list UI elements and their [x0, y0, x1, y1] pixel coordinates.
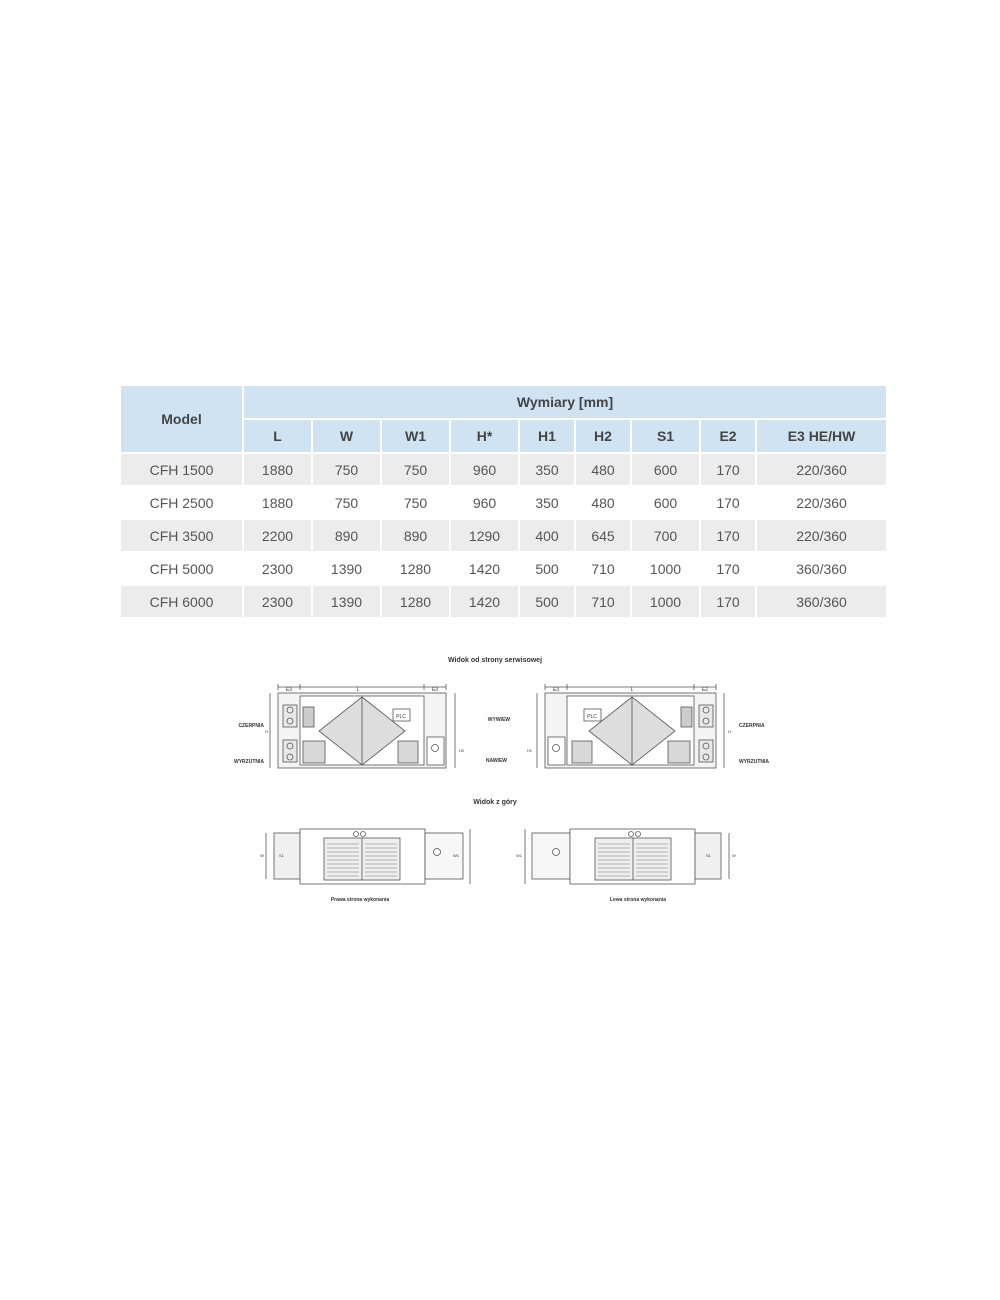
- wyrzutnia-label: WYRZUTNIA: [739, 759, 769, 765]
- dim-label-E3: E3: [285, 687, 293, 693]
- dim-label-H: H: [265, 729, 268, 734]
- dim-label-W: W: [260, 853, 264, 858]
- value-cell: 170: [716, 494, 740, 511]
- value-cell: 1390: [313, 586, 380, 617]
- value-cell: 220/360: [796, 494, 847, 511]
- dim-label-S1: S1: [706, 853, 711, 858]
- value-cell: 750: [313, 454, 380, 485]
- service-view-right-unit: [270, 684, 455, 768]
- value-cell: 350: [535, 494, 559, 511]
- dim-label-L: L: [630, 687, 634, 693]
- dim-label-W1: W1: [453, 853, 459, 858]
- table-row: [121, 520, 886, 551]
- value-cell: 700: [632, 520, 699, 551]
- value-cell: 170: [716, 560, 740, 577]
- model-cell: CFH 5000: [149, 560, 214, 577]
- model-header: Model: [121, 386, 242, 452]
- dim-label-L: L: [356, 687, 360, 693]
- value-cell: 500: [535, 560, 559, 577]
- value-cell: 1280: [382, 586, 449, 617]
- value-cell: 960: [472, 494, 497, 511]
- dim-label-H: H: [728, 729, 731, 734]
- plc-label: PLC: [396, 714, 406, 720]
- value-cell: 1420: [468, 560, 501, 577]
- table-row: [121, 553, 886, 584]
- value-cell: 170: [701, 454, 755, 485]
- table-row: [121, 586, 886, 617]
- column-header: H1: [520, 420, 574, 452]
- top-view-title: Widok z góry: [473, 799, 517, 806]
- czerpnia-label: CZERPNIA: [739, 723, 765, 729]
- column-header: W1: [382, 420, 449, 452]
- dim-label-H1: H1: [526, 748, 532, 753]
- dim-label-E2: E2: [701, 687, 709, 693]
- value-cell: 480: [591, 494, 615, 511]
- value-cell: 750: [334, 494, 359, 511]
- dim-label-W: W: [732, 853, 736, 858]
- value-cell: 645: [576, 520, 630, 551]
- value-cell: 600: [632, 454, 699, 485]
- dim-label-S1: S1: [279, 853, 284, 858]
- column-header: W: [313, 420, 380, 452]
- value-cell: 1290: [451, 520, 518, 551]
- table-row: [121, 454, 886, 485]
- value-cell: 1000: [649, 560, 682, 577]
- dim-label-H2: H2: [459, 748, 465, 753]
- value-cell: 960: [451, 454, 518, 485]
- value-cell: 400: [520, 520, 574, 551]
- wywiew-label: WYWIEW: [487, 717, 510, 723]
- value-cell: 1880: [261, 494, 294, 511]
- model-cell: CFH 2500: [149, 494, 214, 511]
- value-cell: 750: [403, 494, 428, 511]
- value-cell: 170: [701, 586, 755, 617]
- dim-label-W1: W1: [516, 853, 522, 858]
- value-cell: 2200: [244, 520, 311, 551]
- column-header: L: [244, 420, 311, 452]
- technical-drawing: [0, 640, 1000, 920]
- value-cell: 170: [701, 520, 755, 551]
- value-cell: 1280: [399, 560, 432, 577]
- value-cell: 710: [591, 560, 615, 577]
- nawiew-label: NAWIEW: [485, 758, 507, 764]
- value-cell: 1420: [451, 586, 518, 617]
- table-row: [121, 487, 886, 518]
- value-cell: 1880: [244, 454, 311, 485]
- value-cell: 710: [576, 586, 630, 617]
- value-cell: 2300: [261, 560, 294, 577]
- left-side-caption: Lewa strona wykonania: [609, 897, 667, 903]
- plc-label: PLC: [587, 714, 597, 720]
- dimensions-group-header: Wymiary [mm]: [244, 386, 886, 418]
- value-cell: 220/360: [757, 454, 886, 485]
- czerpnia-label: CZERPNIA: [238, 723, 264, 729]
- value-cell: 350: [520, 454, 574, 485]
- top-view-left-unit: [525, 829, 729, 884]
- wyrzutnia-label: WYRZUTNIA: [234, 759, 264, 765]
- value-cell: 890: [313, 520, 380, 551]
- dim-label-E3: E3: [431, 687, 439, 693]
- column-header: H*: [451, 420, 518, 452]
- value-cell: 600: [653, 494, 678, 511]
- value-cell: 2300: [244, 586, 311, 617]
- model-cell: CFH 1500: [121, 454, 242, 485]
- column-header: E3 HE/HW: [757, 420, 886, 452]
- service-view-left-unit: [537, 684, 724, 768]
- model-cell: CFH 6000: [121, 586, 242, 617]
- dimensions-table: [119, 384, 888, 619]
- value-cell: 360/360: [796, 560, 847, 577]
- value-cell: 500: [520, 586, 574, 617]
- column-header: H2: [576, 420, 630, 452]
- value-cell: 1000: [632, 586, 699, 617]
- dim-label-E3: E3: [552, 687, 560, 693]
- value-cell: 220/360: [757, 520, 886, 551]
- right-side-caption: Prawa strona wykonania: [330, 897, 390, 903]
- model-cell: CFH 3500: [121, 520, 242, 551]
- value-cell: 1390: [330, 560, 363, 577]
- value-cell: 890: [382, 520, 449, 551]
- value-cell: 480: [576, 454, 630, 485]
- value-cell: 750: [382, 454, 449, 485]
- column-header: S1: [632, 420, 699, 452]
- top-view-right-unit: [266, 829, 470, 884]
- service-view-title: Widok od strony serwisowej: [447, 657, 543, 664]
- value-cell: 360/360: [757, 586, 886, 617]
- column-header: E2: [701, 420, 755, 452]
